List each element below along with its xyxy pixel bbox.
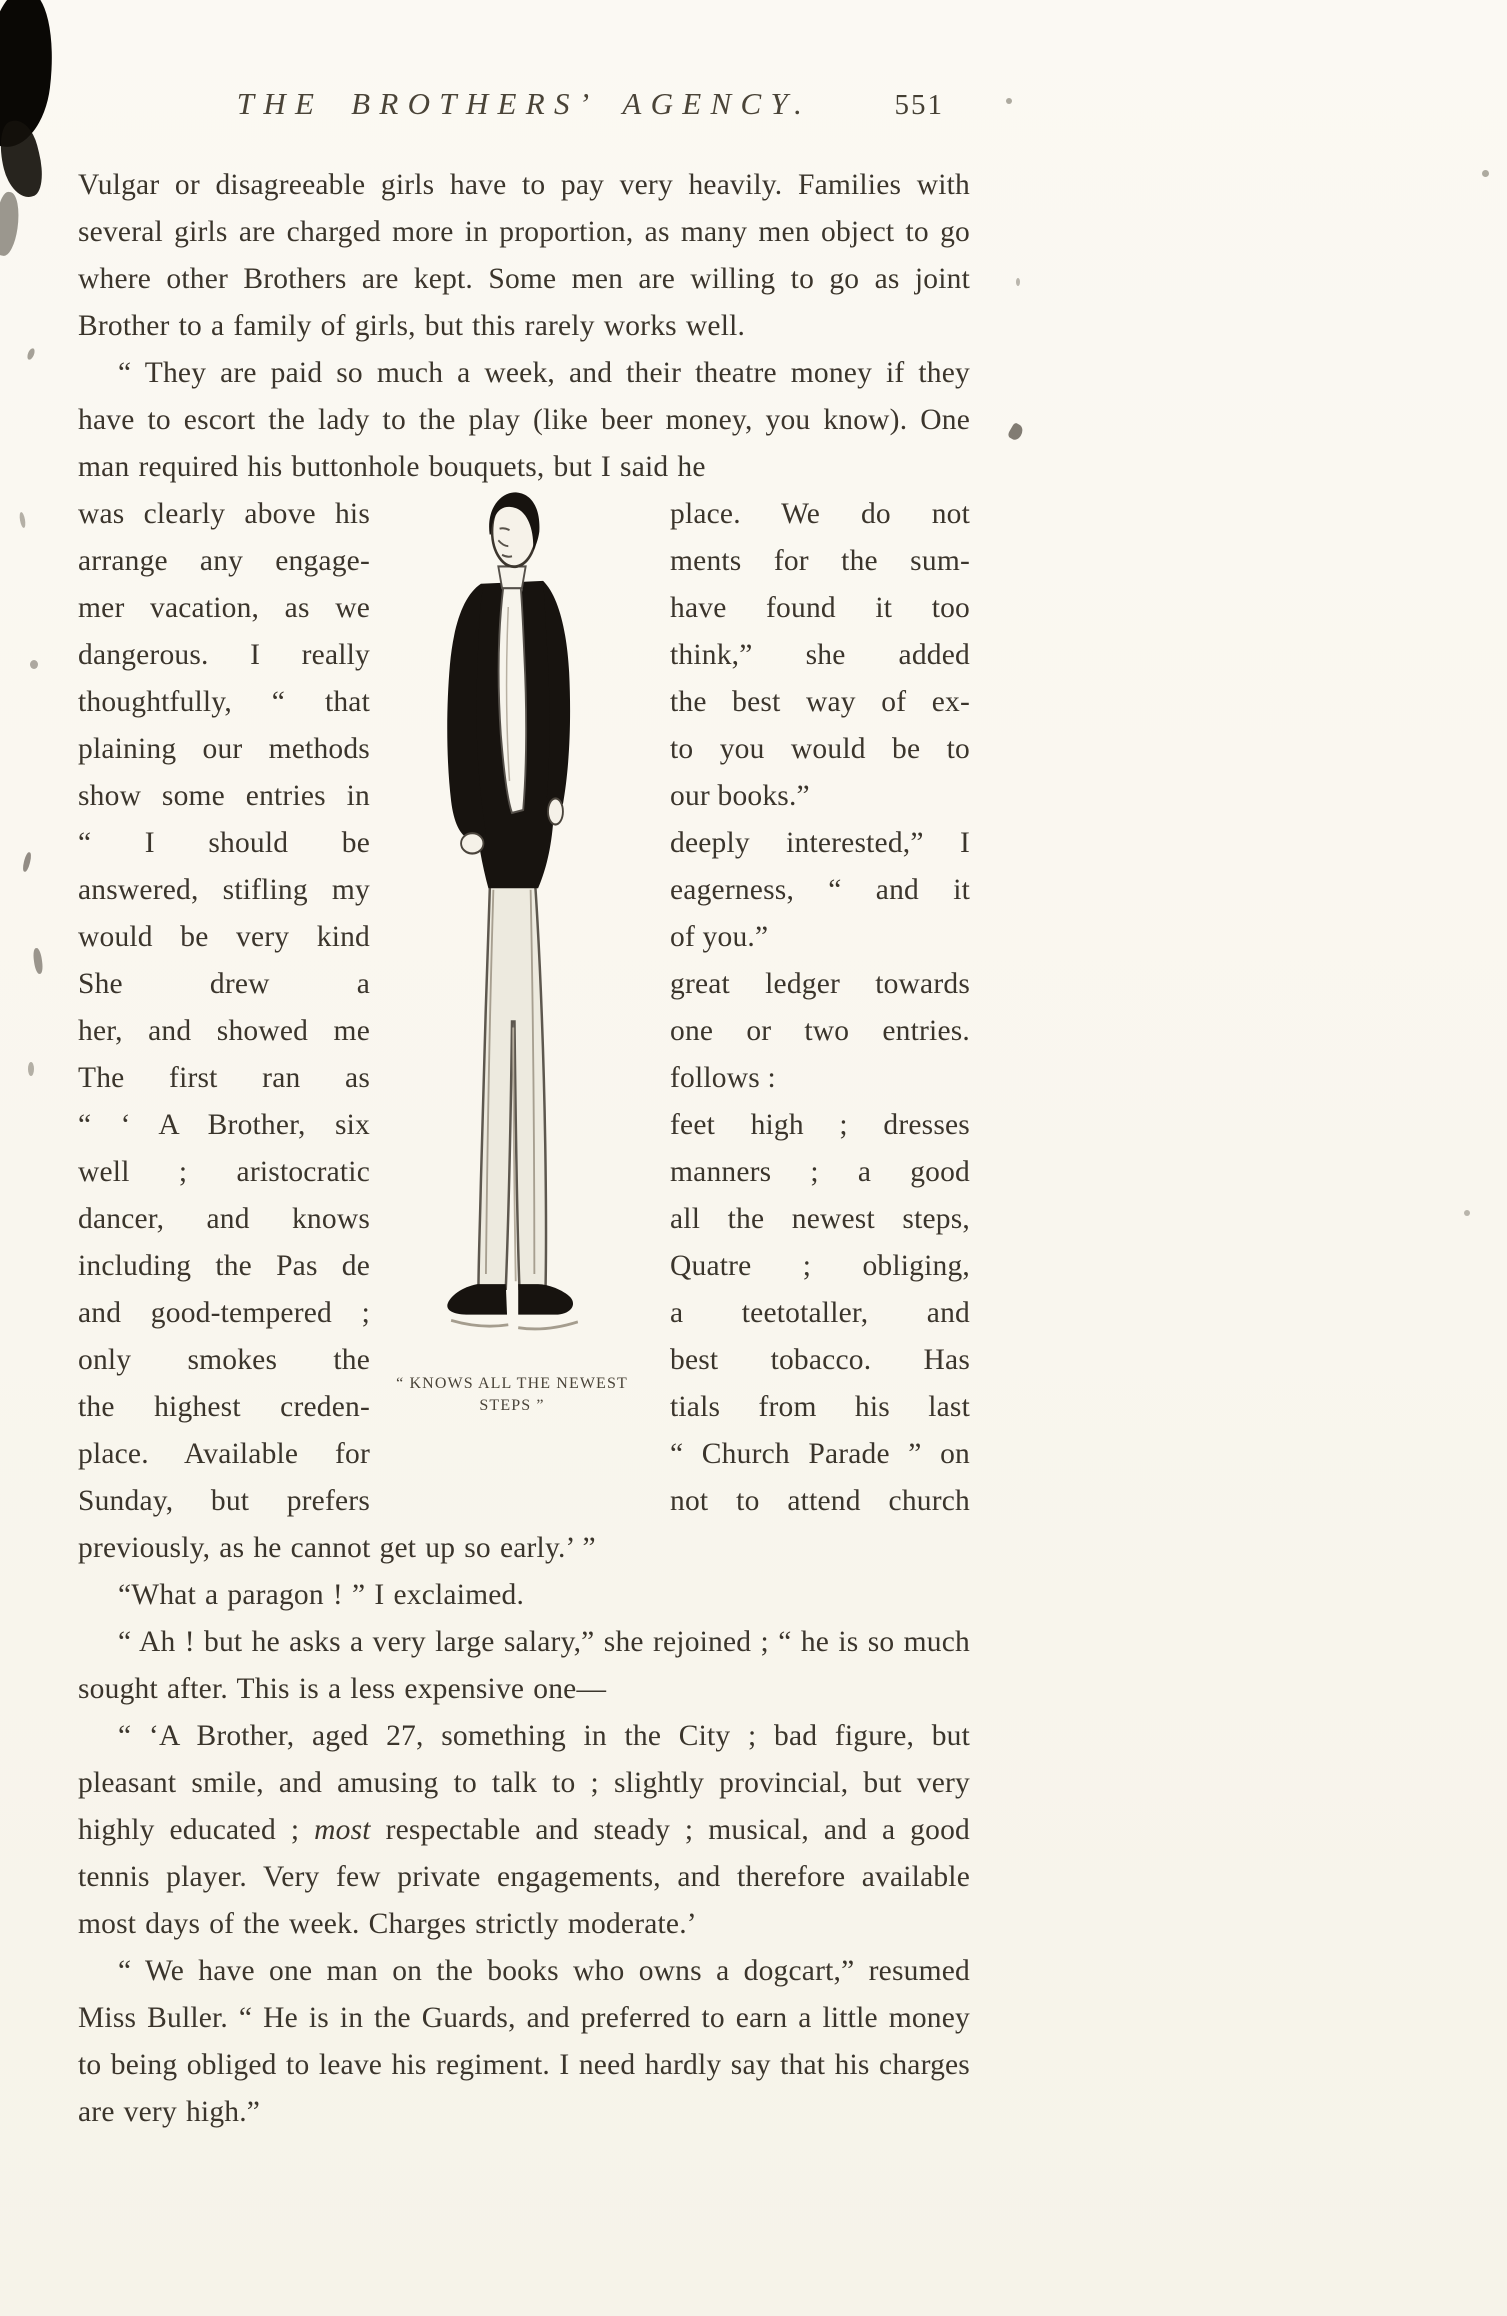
paragraph-salary: “ Ah ! but he asks a very large salary,” she rejoined ; “ he is so much sought after. This is a less expensive one— bbox=[78, 1626, 970, 1705]
text-line: think,” she added bbox=[670, 639, 970, 671]
text-line: her, and showed me bbox=[78, 1015, 370, 1047]
running-title: THE BROTHERS’ AGENCY. bbox=[236, 86, 812, 121]
text-line: thoughtfully, “ that bbox=[78, 686, 370, 718]
illustrated-section bbox=[78, 491, 970, 1525]
text-line: show some entries in bbox=[78, 780, 370, 812]
scan-artifact bbox=[32, 948, 44, 975]
text-line: would be very kind bbox=[78, 921, 370, 953]
text-line: best tobacco. Has bbox=[670, 1344, 970, 1376]
text-line: not to attend church bbox=[670, 1485, 970, 1517]
text-line: well ; aristocratic bbox=[78, 1156, 370, 1188]
text-line: plaining our methods bbox=[78, 733, 370, 765]
paragraph-brother-27 bbox=[78, 1713, 970, 1948]
scan-artifact bbox=[1464, 1210, 1470, 1216]
text-line: the best way of ex- bbox=[670, 686, 970, 718]
paragraph-families: Vulgar or disagreeable girls have to pay very heavily. Families with several girls are charged more in proportion, as many men object to go where other Brothers are kept. Some men are willing to go as joint Brother to a family of girls, but this rarely works well. bbox=[78, 169, 970, 342]
text-line: place. We do not bbox=[670, 498, 970, 530]
text-line: and good-tempered ; bbox=[78, 1297, 370, 1329]
text-line: one or two entries. bbox=[670, 1015, 970, 1047]
page-number: 551 bbox=[894, 89, 944, 121]
scan-artifact bbox=[0, 117, 49, 202]
paragraph-paid-weekly: “ They are paid so much a week, and their theatre money if they have to escort the lady to the play (like beer money, you know). One man required his buttonhole bouquets, but I said he bbox=[78, 357, 970, 483]
text-line: “ ‘ A Brother, six bbox=[78, 1109, 370, 1141]
italic-word: most bbox=[314, 1814, 371, 1846]
text-line: arrange any engage- bbox=[78, 545, 370, 577]
text-column-right bbox=[670, 491, 970, 1525]
paragraph-segment: “ ‘A Brother, aged 27, something in the City ; bad figure, but pleasant smile, and amusing to talk to ; slightly provincial, but very highly educated ; bbox=[78, 1720, 970, 1846]
scan-artifact bbox=[1482, 170, 1489, 177]
text-line: tials from his last bbox=[670, 1391, 970, 1423]
scan-artifact bbox=[0, 191, 22, 257]
scan-artifact bbox=[1006, 98, 1012, 104]
scan-artifact bbox=[22, 852, 33, 873]
scan-artifact bbox=[1016, 278, 1020, 286]
paragraph-paragon: “What a paragon ! ” I exclaimed. bbox=[118, 1579, 525, 1611]
scan-artifact bbox=[0, 0, 61, 151]
text-line: a teetotaller, and bbox=[670, 1297, 970, 1329]
paragraph-segment: respectable and steady ; musical, and a good tennis player. Very few private engagements, and therefore available most days of the week. Charges strictly moderate.’ bbox=[78, 1814, 970, 1940]
text-line: She drew a bbox=[78, 968, 370, 1000]
text-line: manners ; a good bbox=[670, 1156, 970, 1188]
text-line: to you would be to bbox=[670, 733, 970, 765]
caption-line: STEPS ” bbox=[479, 1397, 545, 1414]
text-line: “ I should be bbox=[78, 827, 370, 859]
scan-artifact bbox=[26, 347, 36, 360]
paragraph-dogcart: “ We have one man on the books who owns a dogcart,” resumed Miss Buller. “ He is in the Guards, and preferred to earn a little money to being obliged to leave his regiment. I need hardly say that his charges are very high.” bbox=[78, 1955, 970, 2128]
text-line: answered, stifling my bbox=[78, 874, 370, 906]
text-line: Quatre ; obliging, bbox=[670, 1250, 970, 1282]
text-line: was clearly above his bbox=[78, 498, 370, 530]
scan-artifact bbox=[19, 512, 27, 529]
text-line: “ Church Parade ” on bbox=[670, 1438, 970, 1470]
caption-line: “ KNOWS ALL THE NEWEST bbox=[396, 1375, 628, 1392]
man-illustration bbox=[394, 491, 630, 1361]
text-line: feet high ; dresses bbox=[670, 1109, 970, 1141]
text-line: Sunday, but prefers bbox=[78, 1485, 370, 1517]
text-line: mer vacation, as we bbox=[78, 592, 370, 624]
paragraph-continuation: previously, as he cannot get up so early.’ ” bbox=[78, 1532, 596, 1564]
text-line: ments for the sum- bbox=[670, 545, 970, 577]
text-line: dangerous. I really bbox=[78, 639, 370, 671]
text-line: have found it too bbox=[670, 592, 970, 624]
illustration-caption bbox=[396, 1373, 628, 1417]
text-line: The first ran as bbox=[78, 1062, 370, 1094]
text-line: all the newest steps, bbox=[670, 1203, 970, 1235]
text-line: our books.” bbox=[670, 780, 810, 812]
text-line: of you.” bbox=[670, 921, 769, 953]
text-column-left bbox=[78, 491, 370, 1525]
text-line: great ledger towards bbox=[670, 968, 970, 1000]
page-content bbox=[78, 86, 970, 2136]
text-line: place. Available for bbox=[78, 1438, 370, 1470]
page-header bbox=[78, 86, 970, 142]
scan-artifact bbox=[1007, 422, 1025, 442]
text-line: dancer, and knows bbox=[78, 1203, 370, 1235]
text-line: including the Pas de bbox=[78, 1250, 370, 1282]
illustration-figure bbox=[388, 491, 636, 1417]
text-line: deeply interested,” I bbox=[670, 827, 970, 859]
scan-artifact bbox=[30, 660, 38, 669]
text-line: follows : bbox=[670, 1062, 776, 1094]
text-line: only smokes the bbox=[78, 1344, 370, 1376]
scan-artifact bbox=[28, 1062, 34, 1076]
text-line: the highest creden- bbox=[78, 1391, 370, 1423]
text-line: eagerness, “ and it bbox=[670, 874, 970, 906]
